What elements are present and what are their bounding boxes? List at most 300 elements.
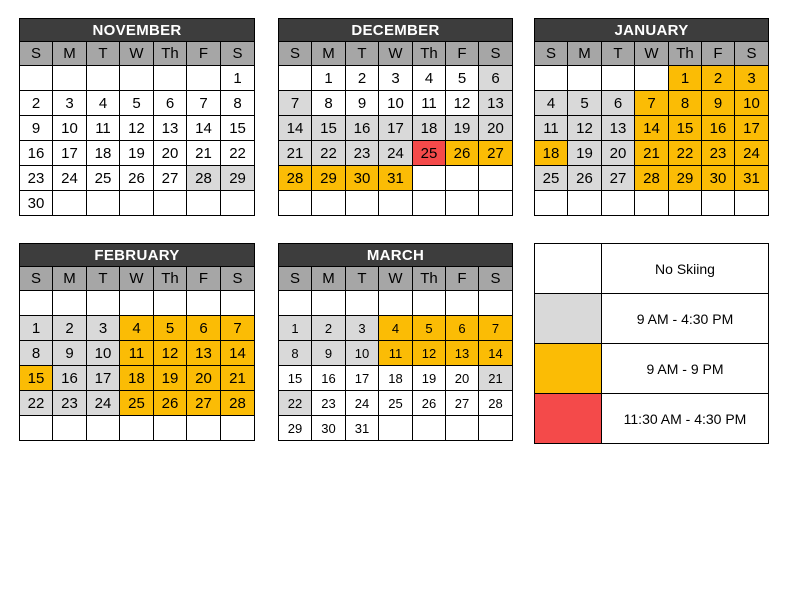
weekday-label: T [602,42,635,66]
day-cell: 12 [568,116,602,141]
week-row [279,66,513,91]
day-cell: 24 [379,141,413,166]
day-cell: 8 [279,341,312,366]
week-row [279,141,513,166]
day-cell: 7 [479,316,513,341]
empty-day-cell [154,191,187,216]
legend-label: 9 AM - 4:30 PM [602,294,769,344]
week-row [279,316,513,341]
day-cell: 5 [413,316,446,341]
day-cell: 21 [187,141,221,166]
empty-day-cell [120,66,154,91]
weekday-label: Th [154,42,187,66]
week-row [20,191,255,216]
day-cell: 23 [53,391,87,416]
weekday-label: S [20,42,53,66]
empty-day-cell [446,416,479,441]
legend-row [535,294,769,344]
week-row [20,291,255,316]
week-row [20,366,255,391]
week-row [279,291,513,316]
empty-day-cell [635,66,669,91]
day-cell: 16 [53,366,87,391]
day-cell: 13 [446,341,479,366]
empty-day-cell [535,191,568,216]
weekday-label: S [479,42,513,66]
empty-day-cell [279,191,312,216]
day-cell: 25 [535,166,568,191]
day-cell: 13 [154,116,187,141]
empty-day-cell [221,191,255,216]
day-cell: 2 [53,316,87,341]
empty-day-cell [154,66,187,91]
weekday-header-row [535,42,769,66]
week-row [535,141,769,166]
week-row [535,191,769,216]
day-cell: 15 [221,116,255,141]
day-cell: 11 [120,341,154,366]
day-cell: 7 [187,91,221,116]
day-cell: 25 [379,391,413,416]
day-cell: 16 [346,116,379,141]
legend-label: 11:30 AM - 4:30 PM [602,394,769,444]
day-cell: 21 [635,141,669,166]
day-cell: 4 [379,316,413,341]
weekday-header-row [279,42,513,66]
empty-day-cell [413,291,446,316]
day-cell: 28 [221,391,255,416]
week-row [279,116,513,141]
day-cell: 11 [379,341,413,366]
legend-row [535,244,769,294]
day-cell: 12 [413,341,446,366]
day-cell: 18 [413,116,446,141]
weekday-label: F [446,267,479,291]
weekday-header-row [20,267,255,291]
day-cell: 17 [735,116,769,141]
weekday-label: W [120,267,154,291]
legend-swatch [535,244,602,294]
month-grid [20,66,255,216]
weekday-label: S [735,42,769,66]
day-cell: 8 [312,91,346,116]
weekday-label: M [312,42,346,66]
day-cell: 10 [87,341,120,366]
day-cell: 15 [20,366,53,391]
empty-day-cell [187,416,221,441]
empty-day-cell [154,416,187,441]
day-cell: 3 [346,316,379,341]
empty-day-cell [221,291,255,316]
day-cell: 13 [479,91,513,116]
day-cell: 22 [279,391,312,416]
day-cell: 30 [346,166,379,191]
empty-day-cell [568,191,602,216]
week-row [279,391,513,416]
day-cell: 17 [87,366,120,391]
day-cell: 19 [568,141,602,166]
day-cell: 31 [379,166,413,191]
day-cell: 18 [379,366,413,391]
empty-day-cell [87,291,120,316]
day-cell: 11 [535,116,568,141]
day-cell: 27 [187,391,221,416]
weekday-label: W [120,42,154,66]
day-cell: 29 [221,166,255,191]
day-cell: 4 [535,91,568,116]
empty-day-cell [602,66,635,91]
week-row [20,341,255,366]
legend [534,243,769,444]
day-cell: 15 [312,116,346,141]
empty-day-cell [479,166,513,191]
day-cell: 3 [53,91,87,116]
day-cell: 21 [279,141,312,166]
week-row [535,166,769,191]
week-row [20,141,255,166]
day-cell: 15 [669,116,702,141]
empty-day-cell [735,191,769,216]
day-cell: 9 [312,341,346,366]
week-row [279,341,513,366]
day-cell: 31 [735,166,769,191]
weekday-label: F [187,42,221,66]
day-cell: 24 [735,141,769,166]
day-cell: 15 [279,366,312,391]
empty-day-cell [187,291,221,316]
day-cell: 23 [312,391,346,416]
legend-swatch [535,344,602,394]
weekday-label: S [279,42,312,66]
day-cell: 26 [120,166,154,191]
day-cell: 10 [346,341,379,366]
empty-day-cell [20,66,53,91]
day-cell: 4 [120,316,154,341]
day-cell: 1 [279,316,312,341]
week-row [535,116,769,141]
week-row [279,366,513,391]
empty-day-cell [279,291,312,316]
empty-day-cell [53,291,87,316]
legend-swatch [535,294,602,344]
legend-swatch [535,394,602,444]
day-cell: 1 [20,316,53,341]
day-cell: 6 [446,316,479,341]
day-cell: 6 [154,91,187,116]
empty-day-cell [53,416,87,441]
day-cell: 14 [187,116,221,141]
day-cell: 12 [154,341,187,366]
day-cell: 17 [346,366,379,391]
empty-day-cell [446,191,479,216]
week-row [20,91,255,116]
day-cell: 22 [669,141,702,166]
weekday-header-row [279,267,513,291]
empty-day-cell [413,191,446,216]
month-grid [279,291,513,441]
empty-day-cell [479,291,513,316]
month-title: NOVEMBER [20,19,255,42]
day-cell: 18 [120,366,154,391]
day-cell: 19 [446,116,479,141]
day-cell: 10 [735,91,769,116]
day-cell: 1 [669,66,702,91]
day-cell: 23 [20,166,53,191]
day-cell: 7 [221,316,255,341]
day-cell: 9 [702,91,735,116]
weekday-label: T [346,42,379,66]
day-cell: 16 [20,141,53,166]
day-cell: 30 [20,191,53,216]
empty-day-cell [53,191,87,216]
day-cell: 21 [221,366,255,391]
day-cell: 9 [346,91,379,116]
day-cell: 2 [346,66,379,91]
day-cell: 29 [312,166,346,191]
day-cell: 14 [221,341,255,366]
day-cell: 14 [479,341,513,366]
empty-day-cell [87,416,120,441]
day-cell: 23 [346,141,379,166]
empty-day-cell [535,66,568,91]
day-cell: 23 [702,141,735,166]
day-cell: 10 [53,116,87,141]
empty-day-cell [187,66,221,91]
empty-day-cell [446,291,479,316]
day-cell: 19 [154,366,187,391]
day-cell: 2 [312,316,346,341]
empty-day-cell [312,291,346,316]
day-cell: 20 [602,141,635,166]
weekday-label: W [379,42,413,66]
day-cell: 28 [279,166,312,191]
week-row [535,66,769,91]
weekday-label: Th [669,42,702,66]
day-cell: 7 [279,91,312,116]
day-cell: 2 [702,66,735,91]
day-cell: 12 [446,91,479,116]
weekday-label: F [446,42,479,66]
day-cell: 24 [53,166,87,191]
weekday-label: F [702,42,735,66]
week-row [279,191,513,216]
day-cell: 28 [187,166,221,191]
month-title: MARCH [279,244,513,267]
empty-day-cell [479,191,513,216]
weekday-label: S [20,267,53,291]
week-row [20,416,255,441]
day-cell: 4 [87,91,120,116]
empty-day-cell [413,166,446,191]
month-title: DECEMBER [279,19,513,42]
day-cell: 20 [187,366,221,391]
day-cell: 4 [413,66,446,91]
day-cell: 14 [635,116,669,141]
week-row [279,166,513,191]
day-cell: 19 [413,366,446,391]
empty-day-cell [479,416,513,441]
day-cell: 10 [379,91,413,116]
day-cell: 13 [602,116,635,141]
weekday-label: M [53,267,87,291]
weekday-label: W [635,42,669,66]
weekday-label: Th [413,267,446,291]
weekday-label: S [221,42,255,66]
day-cell: 7 [635,91,669,116]
empty-day-cell [635,191,669,216]
day-cell: 8 [221,91,255,116]
day-cell: 28 [635,166,669,191]
day-cell: 16 [702,116,735,141]
day-cell: 18 [535,141,568,166]
day-cell: 6 [479,66,513,91]
day-cell: 19 [120,141,154,166]
weekday-label: F [187,267,221,291]
empty-day-cell [154,291,187,316]
month-grid [535,66,769,216]
day-cell: 3 [735,66,769,91]
day-cell: 29 [279,416,312,441]
day-cell: 3 [87,316,120,341]
empty-day-cell [669,191,702,216]
day-cell: 27 [602,166,635,191]
day-cell: 12 [120,116,154,141]
empty-day-cell [379,416,413,441]
weekday-label: Th [154,267,187,291]
empty-day-cell [346,191,379,216]
calendar-december [278,18,513,216]
weekday-label: M [53,42,87,66]
empty-day-cell [120,191,154,216]
weekday-label: S [279,267,312,291]
weekday-label: T [87,267,120,291]
week-row [279,416,513,441]
empty-day-cell [312,191,346,216]
calendar-march [278,243,513,441]
day-cell: 20 [479,116,513,141]
day-cell: 30 [702,166,735,191]
day-cell: 25 [120,391,154,416]
empty-day-cell [221,416,255,441]
calendar-february [19,243,255,441]
month-title: JANUARY [535,19,769,42]
week-row [20,316,255,341]
day-cell: 28 [479,391,513,416]
day-cell: 29 [669,166,702,191]
month-grid [279,66,513,216]
empty-day-cell [20,416,53,441]
weekday-label: W [379,267,413,291]
day-cell: 16 [312,366,346,391]
empty-day-cell [120,416,154,441]
month-grid [20,291,255,441]
day-cell: 25 [87,166,120,191]
day-cell: 22 [312,141,346,166]
legend-label: No Skiing [602,244,769,294]
day-cell: 5 [120,91,154,116]
week-row [535,91,769,116]
month-title: FEBRUARY [20,244,255,267]
empty-day-cell [446,166,479,191]
week-row [20,66,255,91]
legend-row [535,394,769,444]
empty-day-cell [346,291,379,316]
weekday-header-row [20,42,255,66]
day-cell: 18 [87,141,120,166]
day-cell: 27 [154,166,187,191]
day-cell: 17 [379,116,413,141]
empty-day-cell [53,66,87,91]
day-cell: 8 [669,91,702,116]
day-cell: 24 [87,391,120,416]
day-cell: 26 [413,391,446,416]
weekday-label: M [568,42,602,66]
weekday-label: Th [413,42,446,66]
weekday-label: S [479,267,513,291]
day-cell: 30 [312,416,346,441]
day-cell: 17 [53,141,87,166]
empty-day-cell [87,191,120,216]
day-cell: 9 [53,341,87,366]
day-cell: 26 [446,141,479,166]
empty-day-cell [187,191,221,216]
empty-day-cell [87,66,120,91]
day-cell: 2 [20,91,53,116]
day-cell: 1 [312,66,346,91]
day-cell: 20 [154,141,187,166]
weekday-label: T [346,267,379,291]
day-cell: 21 [479,366,513,391]
day-cell: 27 [446,391,479,416]
legend-label: 9 AM - 9 PM [602,344,769,394]
weekday-label: S [221,267,255,291]
weekday-label: T [87,42,120,66]
day-cell: 8 [20,341,53,366]
empty-day-cell [279,66,312,91]
day-cell: 9 [20,116,53,141]
day-cell: 22 [20,391,53,416]
day-cell: 26 [568,166,602,191]
day-cell: 11 [413,91,446,116]
week-row [279,91,513,116]
day-cell: 31 [346,416,379,441]
empty-day-cell [379,191,413,216]
day-cell: 26 [154,391,187,416]
day-cell: 3 [379,66,413,91]
empty-day-cell [379,291,413,316]
empty-day-cell [702,191,735,216]
day-cell: 1 [221,66,255,91]
calendar-january [534,18,769,216]
week-row [20,391,255,416]
weekday-label: M [312,267,346,291]
day-cell: 20 [446,366,479,391]
day-cell: 5 [154,316,187,341]
legend-row [535,344,769,394]
day-cell: 5 [568,91,602,116]
day-cell: 6 [187,316,221,341]
day-cell: 13 [187,341,221,366]
day-cell: 14 [279,116,312,141]
day-cell: 27 [479,141,513,166]
empty-day-cell [602,191,635,216]
empty-day-cell [20,291,53,316]
empty-day-cell [120,291,154,316]
day-cell: 6 [602,91,635,116]
empty-day-cell [413,416,446,441]
week-row [20,166,255,191]
weekday-label: S [535,42,568,66]
